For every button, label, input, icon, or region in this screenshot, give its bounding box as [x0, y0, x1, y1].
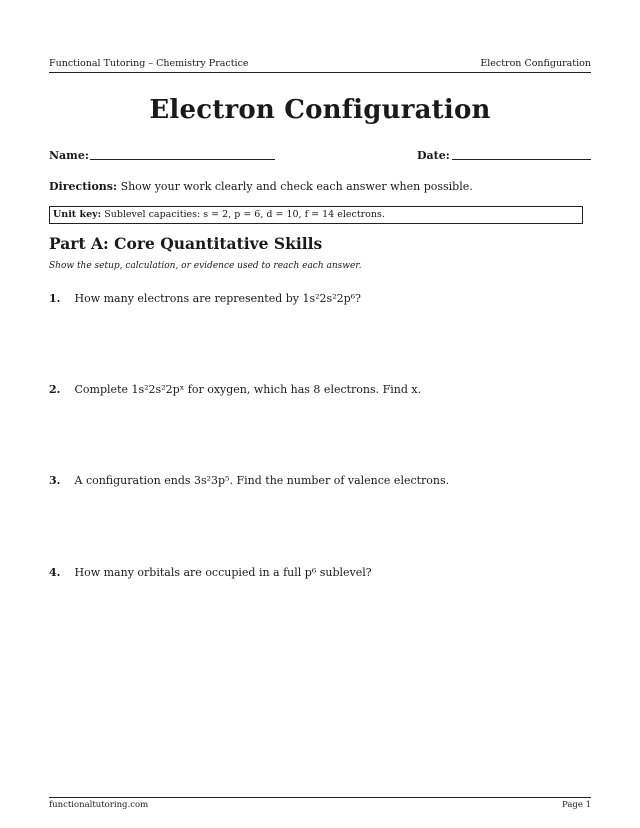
question-2: [49, 383, 421, 396]
question-text: A configuration ends 3s²3p⁵. Find the number of valence electrons.: [74, 474, 450, 487]
header-right-text: Electron Configuration: [480, 58, 591, 69]
unit-key-label: Unit key:: [53, 209, 102, 220]
part-a-subtitle: Show the setup, calculation, or evidence used to reach each answer.: [49, 261, 362, 271]
question-text: How many orbitals are occupied in a full p⁶ sublevel?: [74, 566, 372, 579]
unit-key-box: [49, 206, 583, 224]
directions-text: Show your work clearly and check each answer when possible.: [120, 180, 473, 193]
question-number: 4.: [49, 566, 61, 579]
question-number: 3.: [49, 474, 61, 487]
footer-page-number: Page 1: [562, 800, 591, 810]
name-field[interactable]: [90, 159, 275, 160]
footer-divider: [49, 797, 591, 798]
question-text: How many electrons are represented by 1s²2s²2p⁶?: [74, 292, 361, 305]
part-a-heading: Part A: Core Quantitative Skills: [49, 234, 323, 253]
directions-label: Directions:: [49, 180, 118, 193]
header-divider: [49, 72, 591, 73]
date-field[interactable]: [452, 159, 591, 160]
question-3: [49, 474, 449, 487]
date-label: Date:: [417, 149, 450, 162]
page-title: Electron Configuration: [149, 95, 491, 125]
directions: [49, 180, 473, 193]
name-label: Name:: [49, 149, 89, 162]
question-1: [49, 292, 361, 305]
question-4: [49, 566, 372, 579]
header-left-text: Functional Tutoring – Chemistry Practice: [49, 58, 249, 69]
question-number: 1.: [49, 292, 61, 305]
footer-left-text: functionaltutoring.com: [49, 800, 149, 810]
unit-key-text: Sublevel capacities: s = 2, p = 6, d = 10, f = 14 electrons.: [104, 209, 385, 220]
question-number: 2.: [49, 383, 61, 396]
question-text: Complete 1s²2s²2pˣ for oxygen, which has 8 electrons. Find x.: [74, 383, 422, 396]
